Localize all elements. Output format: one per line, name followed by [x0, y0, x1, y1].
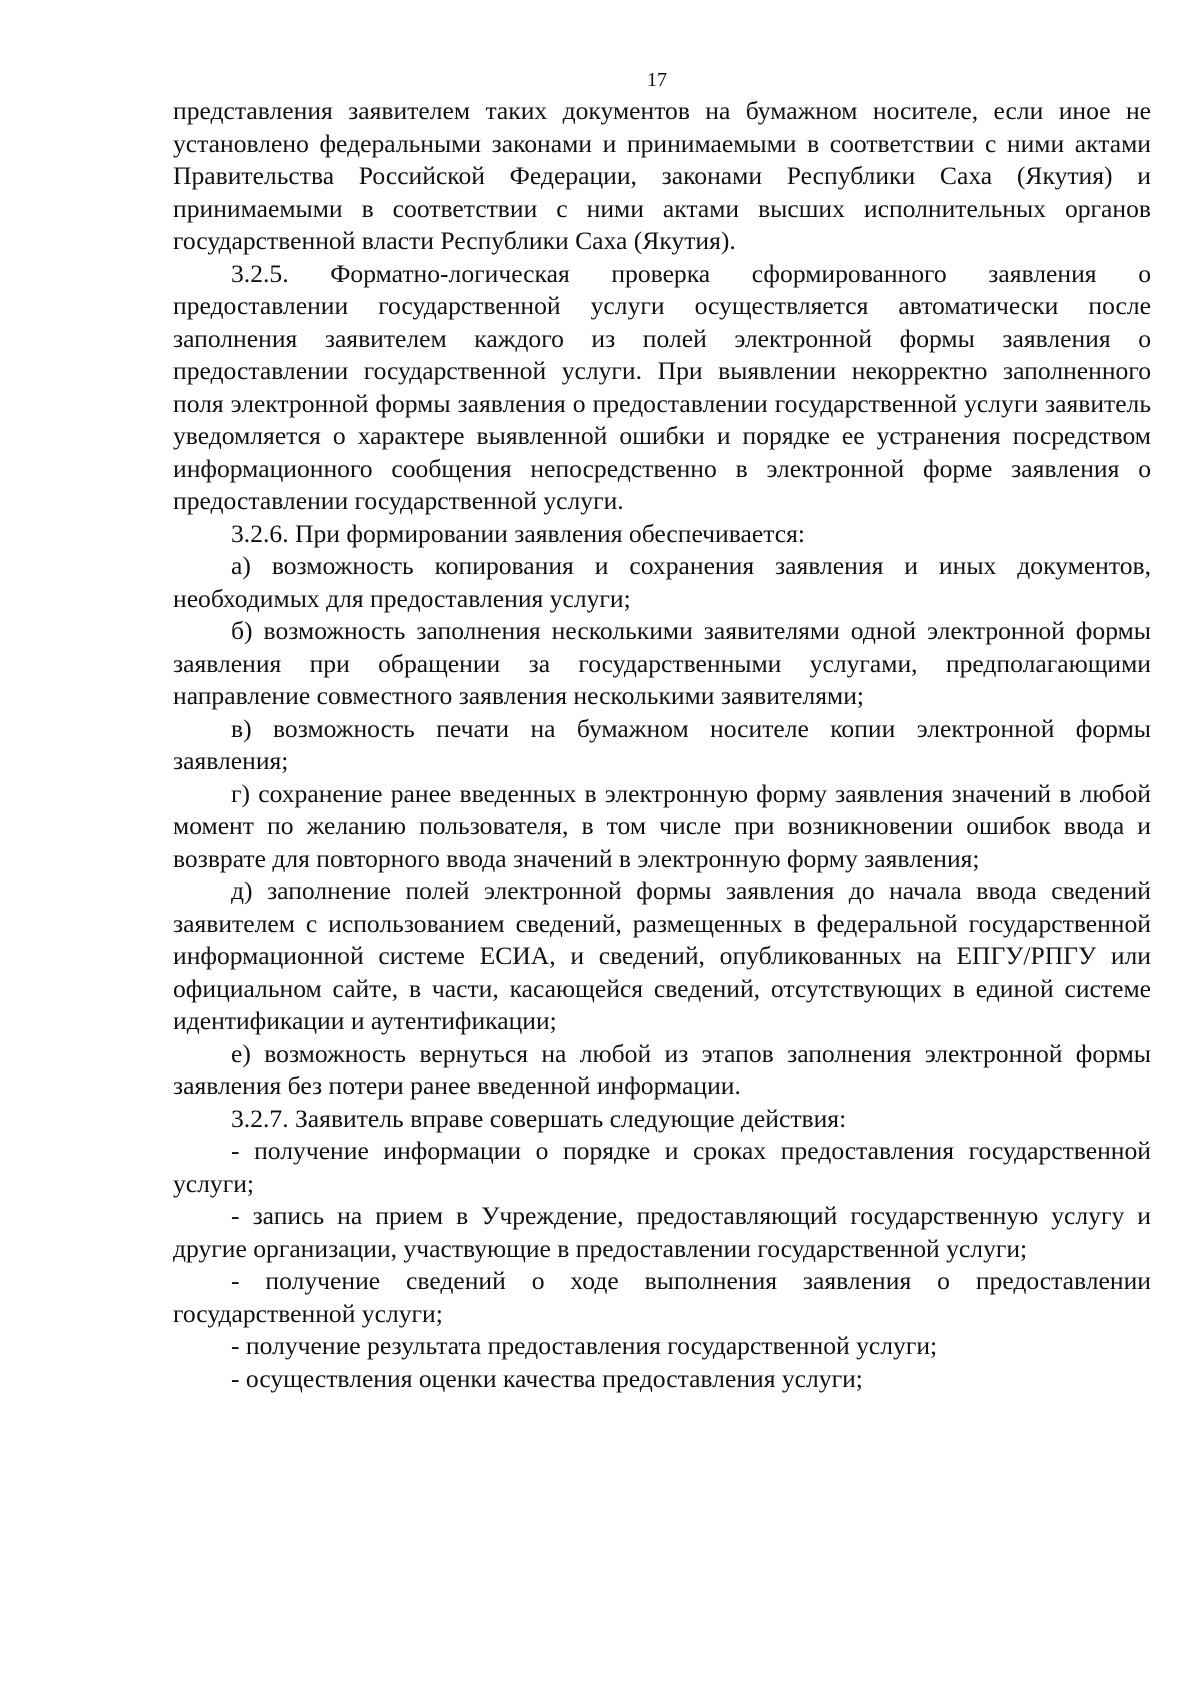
- paragraph-3-2-7: 3.2.7. Заявитель вправе совершать следующие действия:: [231, 1103, 847, 1133]
- list-item-b: б) возможность заполнения несколькими заявителями одной электронной формы заявления при обращении за государственными услугами, предполагающими направление совместного заявления несколькими заявителями;: [173, 616, 1151, 710]
- action-item-appointment: - запись на прием в Учреждение, предоставляющий государственную услугу и другие организации, участвующие в предоставлении государственной услуги;: [173, 1201, 1151, 1263]
- action-item-result: - получение результата предоставления государственной услуги;: [231, 1331, 938, 1360]
- list-item-v: в) возможность печати на бумажном носителе копии электронной формы заявления;: [173, 713, 1151, 775]
- paragraph-3-2-6: 3.2.6. При формировании заявления обеспечивается:: [231, 518, 805, 548]
- list-item-d: д) заполнение полей электронной формы заявления до начала ввода сведений заявителем с использованием сведений, размещенных в федеральной государственной информационной системе ЕСИА, и сведений, опубликованных на ЕПГУ/РПГУ или официальном сайте, в части, касающейся сведений, отсутствующих в единой системе идентификации и аутентификации;: [173, 876, 1151, 1035]
- action-item-status: - получение сведений о ходе выполнения заявления о предоставлении государственной услуги;: [173, 1266, 1151, 1328]
- list-item-e: е) возможность вернуться на любой из этапов заполнения электронной формы заявления без потери ранее введенной информации.: [173, 1038, 1151, 1100]
- paragraph-continuation: представления заявителем таких документов на бумажном носителе, если иное не установлено федеральными законами и принимаемыми в соответствии с ними актами Правительства Российской Федерации, законами Республики Саха (Якутия) и принимаемыми в соответствии с ними актами высших исполнительных органов государственной власти Республики Саха (Якутия).: [173, 96, 1151, 255]
- list-item-g: г) сохранение ранее введенных в электронную форму заявления значений в любой момент по желанию пользователя, в том числе при возникновении ошибок ввода и возврате для повторного ввода значений в электронную форму заявления;: [173, 778, 1151, 873]
- action-item-quality: - осуществления оценки качества предоставления услуги;: [231, 1363, 863, 1393]
- paragraph-3-2-5: 3.2.5. Форматно-логическая проверка сформированного заявления о предоставлении государственной услуги осуществляется автоматически после заполнения заявителем каждого из полей электронной формы заявления о предоставлении государственной услуги. При выявлении некорректно заполненного поля электронной формы заявления о предоставлении государственной услуги заявитель уведомляется о характере выявленной ошибки и порядке ее устранения посредством информационного сообщения непосредственно в электронной форме заявления о предоставлении государственной услуги.: [173, 258, 1151, 515]
- document-body: [173, 95, 1151, 1395]
- list-item-a: а) возможность копирования и сохранения заявления и иных документов, необходимых для предоставления услуги;: [173, 551, 1151, 613]
- page-number: 17: [647, 69, 667, 91]
- action-item-information: - получение информации о порядке и сроках предоставления государственной услуги;: [173, 1136, 1151, 1198]
